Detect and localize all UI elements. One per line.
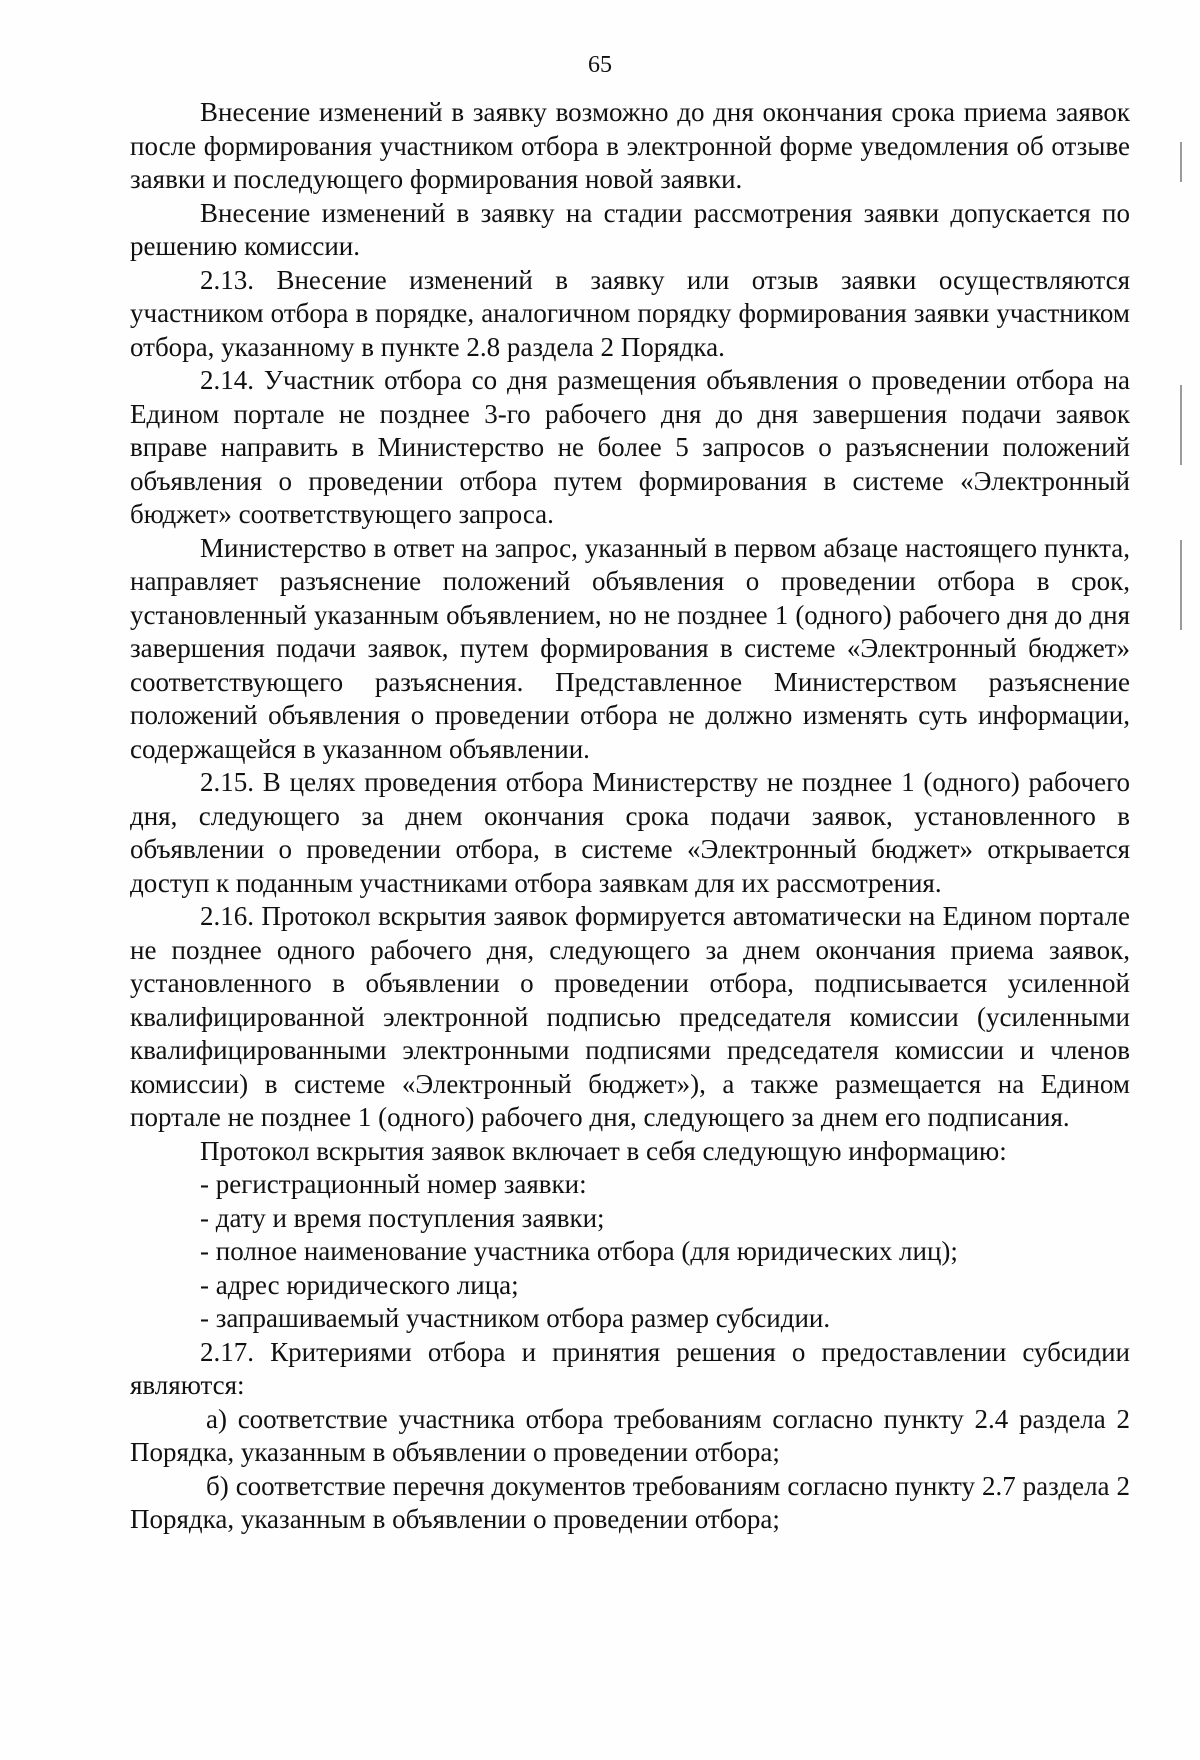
page-number: 65 <box>588 52 612 78</box>
criteria-item-a: а) соответствие участника отбора требованиям согласно пункту 2.4 раздела 2 Порядка, указанным в объявлении о проведении отбора; <box>130 1403 1130 1467</box>
document-body <box>130 96 1130 1537</box>
list-item: - дату и время поступления заявки; <box>200 1202 605 1233</box>
scan-artifact <box>1180 385 1182 465</box>
paragraph: Протокол вскрытия заявок включает в себя следующую информацию: <box>200 1135 1007 1166</box>
list-item: - запрашиваемый участником отбора размер субсидии. <box>200 1303 831 1333</box>
paragraph: Внесение изменений в заявку на стадии рассмотрения заявки допускается по решению комиссии. <box>130 197 1130 261</box>
scan-artifact <box>1180 540 1182 630</box>
list-item: - регистрационный номер заявки: <box>200 1169 587 1199</box>
paragraph-section-2-16: 2.16. Протокол вскрытия заявок формируется автоматически на Едином портале не позднее одного рабочего дня, следующего за днем окончания приема заявок, установленного в объявлении о проведении отбора, подписывается усиленной квалифицированной электронной подписью председателя комиссии (усиленными квалифицированными электронными подписями председателя комиссии и членов комиссии) в системе «Электронный бюджет»), а также размещается на Едином портале не позднее 1 (одного) рабочего дня, следующего за днем его подписания. <box>130 901 1130 1132</box>
list-item: - адрес юридического лица; <box>200 1269 519 1300</box>
paragraph: Министерство в ответ на запрос, указанный в первом абзаце настоящего пункта, направляет разъяснение положений объявления о проведении отбора в срок, установленный указанным объявлением, но не позднее 1 (одного) рабочего дня до дня завершения подачи заявок, путем формирования в системе «Электронный бюджет» соответствующего разъяснения. Представленное Министерством разъяснение положений объявления о проведении отбора не должно изменять суть информации, содержащейся в указанном объявлении. <box>130 532 1130 764</box>
paragraph-section-2-15: 2.15. В целях проведения отбора Министерству не позднее 1 (одного) рабочего дня, следующего за днем окончания срока подачи заявок, установленного в объявлении о проведении отбора, в системе «Электронный бюджет» открывается доступ к поданным участниками отбора заявкам для их рассмотрения. <box>130 767 1130 898</box>
list-item: - полное наименование участника отбора (для юридических лиц); <box>200 1236 958 1266</box>
paragraph: Внесение изменений в заявку возможно до дня окончания срока приема заявок после формирования участником отбора в электронной форме уведомления об отзыве заявки и последующего формирования новой заявки. <box>130 97 1130 194</box>
scan-artifact <box>1180 142 1182 182</box>
criteria-item-b: б) соответствие перечня документов требованиям согласно пункту 2.7 раздела 2 Порядка, указанным в объявлении о проведении отбора; <box>130 1470 1130 1534</box>
paragraph-section-2-14: 2.14. Участник отбора со дня размещения объявления о проведении отбора на Едином портале не позднее 3-го рабочего дня до дня завершения подачи заявок вправе направить в Министерство не более 5 запросов о разъяснении положений объявления о проведении отбора путем формирования в системе «Электронный бюджет» соответствующего запроса. <box>130 365 1130 529</box>
paragraph-section-2-17: 2.17. Критериями отбора и принятия решения о предоставлении субсидии являются: <box>130 1336 1130 1400</box>
paragraph-section-2-13: 2.13. Внесение изменений в заявку или отзыв заявки осуществляются участником отбора в порядке, аналогичном порядку формирования заявки участником отбора, указанному в пункте 2.8 раздела 2 Порядка. <box>130 264 1130 362</box>
